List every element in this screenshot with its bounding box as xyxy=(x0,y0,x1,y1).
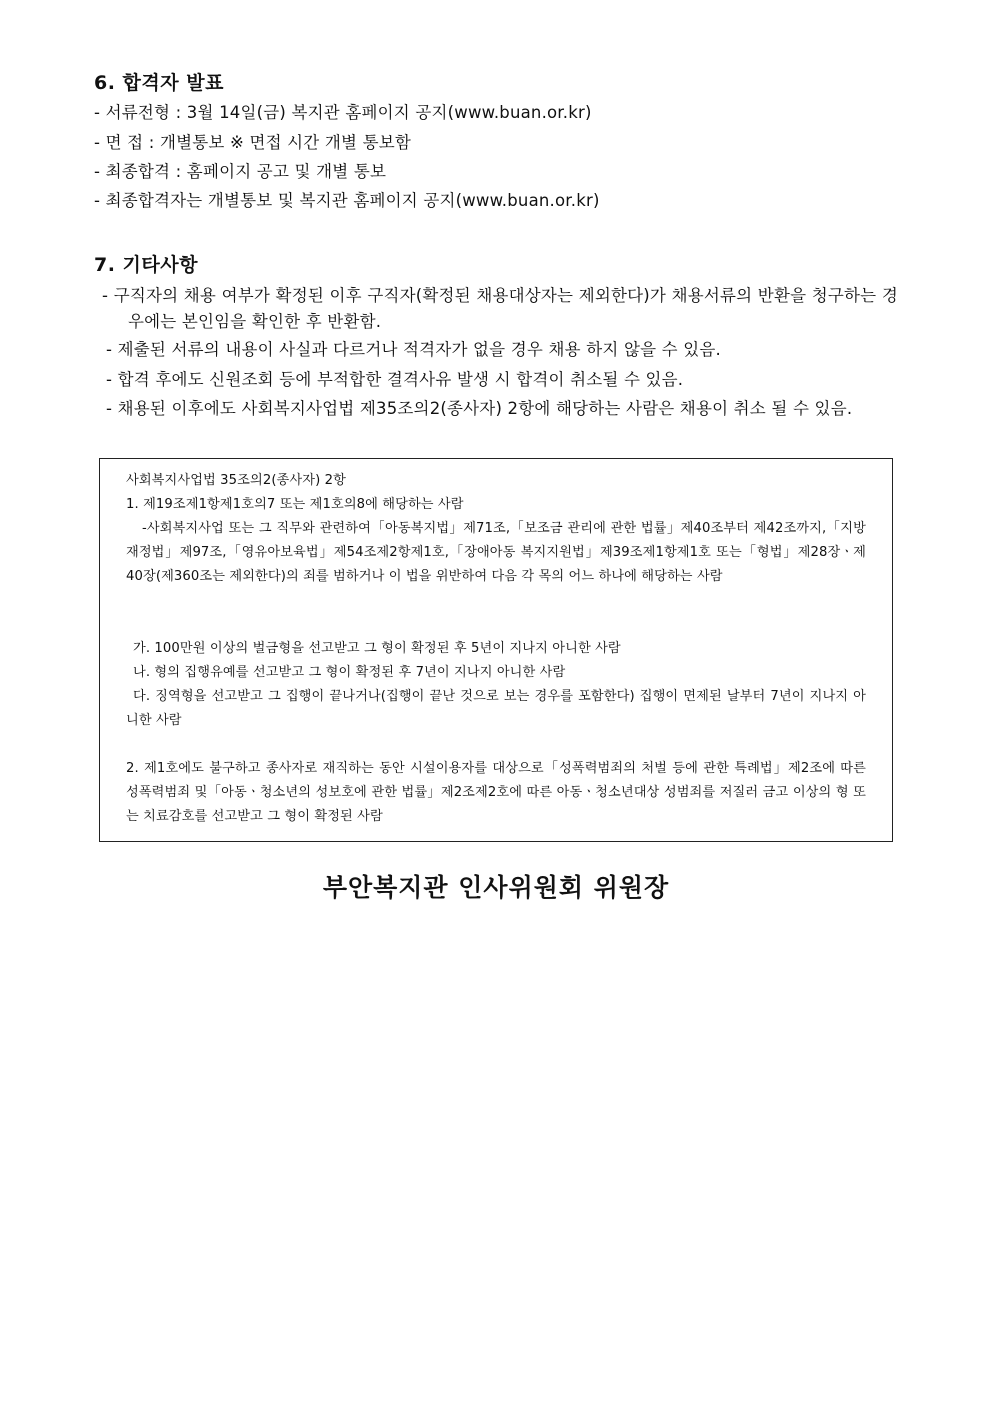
section-6-title: 6. 합격자 발표 xyxy=(94,72,224,94)
section-7-item-document-return-text: - 구직자의 채용 여부가 확정된 이후 구직자(확정된 채용대상자는 제외한다)가 채용서류의 반환을 청구하는 경우에는 본인임을 확인한 후 반환함. xyxy=(102,286,898,331)
section-6-item-final-notice: - 최종합격자는 개별통보 및 복지관 홈페이지 공지(www.buan.or.kr) xyxy=(94,191,600,210)
law-box-item-1-heading: 1. 제19조제1항제1호의7 또는 제1호의8에 해당하는 사람 xyxy=(126,497,464,512)
law-box-item-2: 2. 제1호에도 불구하고 종사자로 재직하는 동안 시설이용자를 대상으로「성폭력범죄의 처벌 등에 관한 특례법」제2조에 따른 성폭력범죄 및「아동ㆍ청소년의 성보호에 관한 법률」제2조제2호에 따른 아동ㆍ청소년대상 성범죄를 저질러 금고 이상의 형 또는 치료감호를 선고받고 그 형이 확정된 사람 xyxy=(126,761,866,824)
section-7-item-background-check: - 합격 후에도 신원조회 등에 부적합한 결격사유 발생 시 합격이 취소될 수 있음. xyxy=(106,370,684,389)
section-6-item-document-screening: - 서류전형 : 3월 14일(금) 복지관 홈페이지 공지(www.buan.or.kr) xyxy=(94,103,592,122)
section-6-item-interview: - 면 접 : 개별통보 ※ 면접 시간 개별 통보함 xyxy=(94,133,412,152)
section-7-title: 7. 기타사항 xyxy=(94,254,198,276)
law-box-title: 사회복지사업법 35조의2(종사자) 2항 xyxy=(126,473,346,488)
law-box-sub-b: 나. 형의 집행유예를 선고받고 그 형이 확정된 후 7년이 지나지 아니한 사람 xyxy=(133,665,566,680)
section-7-item-false-documents: - 제출된 서류의 내용이 사실과 다르거나 적격자가 없을 경우 채용 하지 않을 수 있음. xyxy=(106,340,721,359)
law-box-sub-a: 가. 100만원 이상의 벌금형을 선고받고 그 형이 확정된 후 5년이 지나지 아니한 사람 xyxy=(133,641,621,656)
law-box-sub-c: 다. 징역형을 선고받고 그 집행이 끝나거나(집행이 끝난 것으로 보는 경우를 포함한다) 집행이 면제된 날부터 7년이 지나지 아니한 사람 xyxy=(126,689,866,728)
section-6-item-final-pass: - 최종합격 : 홈페이지 공고 및 개별 통보 xyxy=(94,162,387,181)
section-7-item-disqualification xyxy=(106,396,898,422)
signature-committee-chair: 부안복지관 인사위원회 위원장 xyxy=(322,873,670,902)
section-7-item-document-return xyxy=(102,283,898,335)
section-7-item-disqualification-text: - 채용된 이후에도 사회복지사업법 제35조의2(종사자) 2항에 해당하는 사람은 채용이 취소 될 수 있음. xyxy=(106,399,853,418)
law-box-item-1-body: -사회복지사업 또는 그 직무와 관련하여「아동복지법」제71조,「보조금 관리에 관한 법률」제40조부터 제42조까지,「지방재정법」제97조,「영유아보육법」제54조제2항제1호,「장애아동 복지지원법」제39조제1항제1호 또는「형법」제28장ㆍ제40장(제360조는 제외한다)의 죄를 범하거나 이 법을 위반하여 다음 각 목의 어느 하나에 해당하는 사람 xyxy=(126,521,866,584)
law-excerpt-box xyxy=(99,458,893,842)
